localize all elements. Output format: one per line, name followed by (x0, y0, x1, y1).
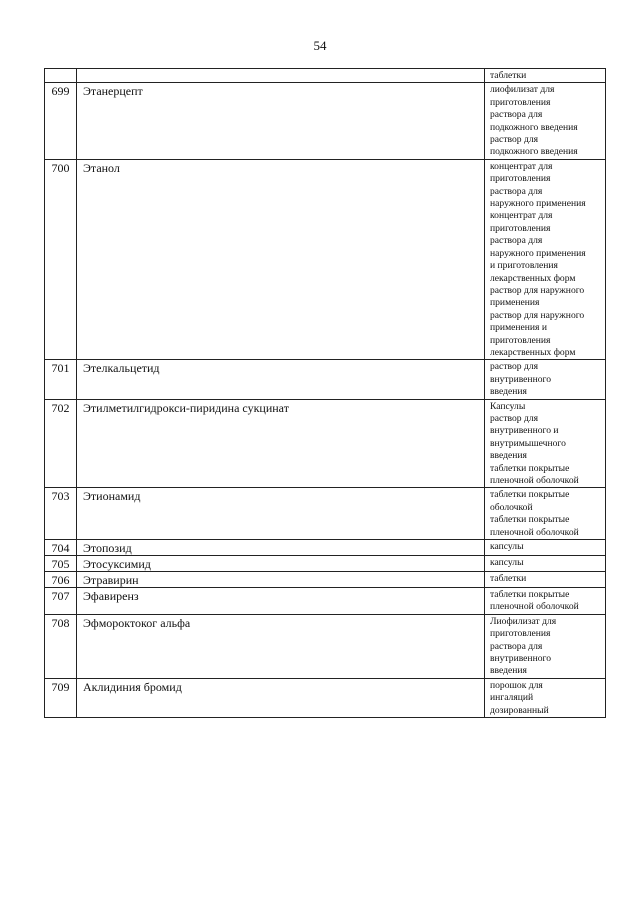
table-row (45, 556, 606, 572)
dosage-form-line: Лиофилизат для (490, 615, 557, 627)
row-number-cell: 704 (45, 540, 77, 556)
dosage-form-line: наружного применения (490, 198, 586, 210)
dosage-form-line: пленочной оболочкой (490, 475, 579, 486)
dosage-form-line: лиофилизат для (490, 84, 555, 96)
dosage-form-line: дозированный (490, 704, 549, 716)
dosage-form-cell (485, 360, 606, 399)
dosage-form-line: введения (490, 665, 527, 677)
table-body (45, 69, 606, 718)
dosage-form-line: порошок для (490, 679, 543, 691)
dosage-form-line: раствор для (490, 361, 539, 373)
dosage-form-line: применения (490, 297, 540, 309)
dosage-form-cell (485, 159, 606, 360)
dosage-form-line: оболочкой (490, 501, 533, 513)
table-row (45, 399, 606, 488)
row-number-cell: 702 (45, 399, 77, 488)
dosage-form-cell (485, 614, 606, 678)
drug-name-cell: Эфавиренз (77, 588, 485, 615)
row-number-cell: 705 (45, 556, 77, 572)
table-row (45, 572, 606, 588)
table-row (45, 159, 606, 360)
dosage-form-line: раствор для (490, 134, 539, 146)
dosage-form-cell (485, 540, 606, 556)
table-row (45, 360, 606, 399)
dosage-form-line: таблетки покрытые (490, 489, 570, 501)
dosage-form-cell (485, 488, 606, 540)
drug-name-cell: Этелкальцетид (77, 360, 485, 399)
dosage-form-line: таблетки покрытые (490, 589, 570, 601)
drug-name-cell: Этионамид (77, 488, 485, 540)
page-number: 54 (313, 38, 327, 53)
dosage-form-line: капсулы (490, 557, 524, 569)
dosage-form-line: лекарственных форм (490, 346, 576, 358)
dosage-form-line: капсулы (490, 541, 524, 553)
dosage-form-cell (485, 69, 606, 83)
dosage-form-line: приготовления (490, 96, 551, 108)
row-number-cell: 701 (45, 360, 77, 399)
dosage-form-line: подкожного введения (490, 121, 578, 133)
row-number-cell: 699 (45, 83, 77, 159)
drug-name-cell: Этопозид (77, 540, 485, 556)
dosage-form-cell (485, 572, 606, 588)
drug-name-cell: Этанерцепт (77, 83, 485, 159)
table-row (45, 540, 606, 556)
dosage-form-line: раствор для наружного (490, 284, 585, 296)
dosage-form-line: таблетки покрытые (490, 462, 570, 474)
dosage-form-line: введения (490, 450, 527, 462)
table-row (45, 83, 606, 159)
dosage-form-cell (485, 83, 606, 159)
drug-name-cell: Аклидиния бромид (77, 678, 485, 717)
dosage-form-line: приготовления (490, 628, 551, 640)
dosage-form-line: раствора для (490, 185, 543, 197)
table-row (45, 488, 606, 540)
dosage-form-line: приготовления (490, 222, 551, 234)
dosage-form-line: подкожного введения (490, 146, 578, 158)
dosage-form-line: внутривенного (490, 653, 551, 665)
row-number-cell: 707 (45, 588, 77, 615)
dosage-form-line: таблетки (490, 573, 527, 585)
dosage-form-cell (485, 588, 606, 615)
dosage-form-cell (485, 399, 606, 488)
dosage-form-line: пленочной оболочкой (490, 601, 579, 613)
dosage-form-line: раствора для (490, 235, 543, 247)
dosage-form-line: внутримышечного (490, 437, 566, 449)
dosage-form-cell (485, 678, 606, 717)
dosage-form-line: концентрат для (490, 160, 553, 172)
dosage-form-line: наружного применения (490, 247, 586, 259)
dosage-form-line: таблетки (490, 70, 527, 81)
table-row-continuation (45, 69, 606, 83)
drug-name-cell: Этосуксимид (77, 556, 485, 572)
row-number-cell: 709 (45, 678, 77, 717)
row-number-cell: 706 (45, 572, 77, 588)
drug-name-cell (77, 69, 485, 83)
row-number-cell (45, 69, 77, 83)
dosage-form-line: лекарственных форм (490, 272, 576, 284)
dosage-form-line: Капсулы (490, 400, 526, 412)
table-row (45, 678, 606, 717)
dosage-form-line: внутривенного и (490, 425, 559, 437)
dosage-form-line: применения и (490, 322, 548, 334)
row-number-cell: 700 (45, 159, 77, 360)
row-number-cell: 708 (45, 614, 77, 678)
dosage-form-line: раствора для (490, 640, 543, 652)
dosage-form-line: и приготовления (490, 260, 558, 272)
dosage-form-line: внутривенного (490, 373, 551, 385)
drug-name-cell: Этанол (77, 159, 485, 360)
dosage-form-line: раствор для наружного (490, 309, 585, 321)
table-row (45, 588, 606, 615)
dosage-form-line: ингаляций (490, 692, 534, 704)
drug-list-table (44, 68, 606, 718)
dosage-form-line: введения (490, 386, 527, 398)
dosage-form-line: пленочной оболочкой (490, 526, 579, 538)
dosage-form-line: приготовления (490, 173, 551, 185)
row-number-cell: 703 (45, 488, 77, 540)
table-row (45, 614, 606, 678)
dosage-form-line: таблетки покрытые (490, 514, 570, 526)
dosage-form-line: приготовления (490, 334, 551, 346)
dosage-form-line: раствор для (490, 412, 539, 424)
drug-name-cell: Этилметилгидрокси-пиридина сукцинат (77, 399, 485, 488)
drug-name-cell: Эфмороктоког альфа (77, 614, 485, 678)
dosage-form-line: концентрат для (490, 210, 553, 222)
dosage-form-line: раствора для (490, 109, 543, 121)
drug-name-cell: Этравирин (77, 572, 485, 588)
dosage-form-cell (485, 556, 606, 572)
